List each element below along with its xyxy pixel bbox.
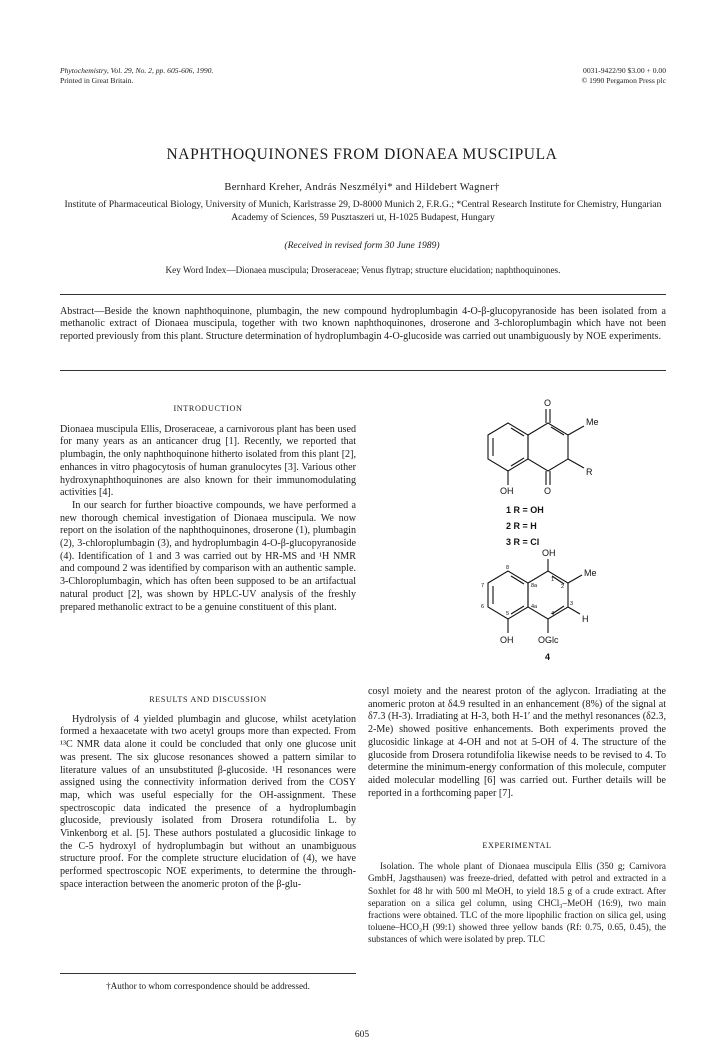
- naphthoquinone-structure: [488, 409, 584, 485]
- affiliation: Institute of Pharmaceutical Biology, University of Munich, Karlstrasse 29, D-8000 Munich 2, F.R.G.; *Central Research Institute for Chemistry, Hungarian Academy of Sciences, 59 Pusztaszeri ut, H-1025 Budapest, Hungary: [64, 199, 662, 223]
- abstract-top-rule: [60, 294, 666, 295]
- introduction-heading: INTRODUCTION: [173, 404, 243, 413]
- footnote: †Author to whom correspondence should be addressed.: [106, 981, 310, 991]
- authors: Bernhard Kreher, András Neszmélyi* and Hildebert Wagner†: [224, 182, 500, 193]
- experimental-section: [368, 840, 666, 946]
- structure-oh-label: OH: [500, 486, 514, 496]
- journal-citation: Phytochemistry, Vol. 29, No. 2, pp. 605-606, 1990.: [60, 66, 214, 75]
- abstract-bottom-rule: [60, 370, 666, 371]
- structure-me-label: Me: [586, 417, 599, 427]
- issn-code: 0031-9422/90 $3.00 + 0.00: [583, 66, 666, 75]
- position-2: 2: [561, 584, 565, 590]
- introduction-section: [60, 403, 356, 614]
- structure4-me-label: Me: [584, 568, 597, 578]
- printed-in: Printed in Great Britain.: [60, 76, 134, 85]
- results-heading: RESULTS AND DISCUSSION: [149, 695, 267, 704]
- position-3: 3: [570, 601, 574, 607]
- footnote-rule: [60, 973, 356, 974]
- position-1: 1: [551, 577, 555, 583]
- structure4-oglc-label: OGlc: [538, 635, 559, 645]
- position-4: 4: [551, 611, 555, 617]
- chemical-structures-figure: [420, 395, 660, 685]
- copyright: © 1990 Pergamon Press plc: [581, 76, 666, 85]
- journal-header: [60, 66, 213, 86]
- intro-paragraph-1: Dionaea muscipula Ellis, Droseraceae, a carnivorous plant has been used for many years as an anticancer drug [1]. Recently, we reported that plumbagin, the only naphthoquinone hitherto isolated from this plant [2], enhances in vitro phagocytosis of human granulocytes [3]. Various other hydroxynaphthoquinones are also known for their immunomodulating activities [4].: [60, 423, 356, 499]
- experimental-heading: EXPERIMENTAL: [482, 841, 552, 850]
- received-date: (Received in revised form 30 June 1989): [284, 240, 440, 251]
- structure-carbonyl-o-top: O: [544, 398, 552, 408]
- results-paragraph-2: cosyl moiety and the nearest proton of the aglycon. Irradiating at the anomeric proton at δ4.9 resulted in an enhancement (8%) of the signal at δ7.3 (H-3). Irradiating at H-3, both H-1′ and the methyl resonances (δ2.3, 2-Me) showed positive enhancements. Both experiments proved the glucosidic linkage at 4-OH and not at 5-OH of 4. The structure of the glucoside from Drosera rotundifolia likewise needs to be revised to 4. To determine the minimum-energy conformation of this molecule, computer aided molecular modelling [6] was carried out. Further details will be reported in a forthcoming paper [7].: [368, 686, 666, 799]
- paper-title: NAPHTHOQUINONES FROM DIONAEA MUSCIPULA: [166, 146, 558, 163]
- compound-1-label: 1 R = OH: [506, 505, 544, 515]
- keyword-index: Key Word Index—Dionaea muscipula; Droseraceae; Venus flytrap; structure elucidation; naphthoquinones.: [165, 265, 561, 275]
- compound-2-label: 2 R = H: [506, 521, 537, 531]
- structure4-oh-label: OH: [500, 635, 514, 645]
- structure4-h-label: H: [582, 614, 589, 624]
- position-5: 5: [506, 611, 510, 617]
- position-6: 6: [481, 604, 485, 610]
- position-4a: 4a: [531, 604, 538, 610]
- page-number: 605: [354, 1030, 370, 1040]
- compound-3-label: 3 R = Cl: [506, 537, 540, 547]
- publisher-header: [581, 66, 666, 86]
- abstract: Abstract—Beside the known naphthoquinone, plumbagin, the new compound hydroplumbagin 4-O-β-glucopyranoside has been isolated from a methanolic extract of Dionaea muscipula, together with two known naphthoquinones, droserone and 3-chloroplumbagin which have not been reported previously from this plant. Structure determination of hydroplumbagin 4-O-glucoside was carried out unambiguously by NOE experiments.: [60, 306, 666, 342]
- results-paragraph-1: Hydrolysis of 4 yielded plumbagin and glucose, whilst acetylation formed a hexaacetate with two acetyl groups more than expected. From ¹³C NMR data alone it could be concluded that only one glucose unit was present. The six glucose resonances showed a pattern similar to literature values of an unsubstituted β-glucoside. ¹H resonances were assigned using the connectivity information derived from the COSY map, which was useful especially for the OH-assignment. These spectroscopic data indicated the presence of a hydroplumbagin glucoside, previously isolated from Drosera rotundifolia L. by Vinkenborg et al. [5]. These authors postulated a glucosidic linkage to the C-5 hydroxyl of hydroplumbagin but without an unambiguous structure proof. For the complete structure elucidation of (4), we have performed spectroscopic NOE experiments, to determine the through-space interaction between the anomeric proton of the β-glu-: [60, 713, 356, 890]
- intro-paragraph-2: In our search for further bioactive compounds, we have performed a new thorough chemical investigation of Dionaea muscipula. We now report on the isolation of the naphthoquinones, droserone (1), plumbagin (2), 3-chloroplumbagin (3), and hydroplumbagin 4-O-β-glucopyranoside (4). Identification of 1 and 3 was carried out by HR-MS and ¹H NMR and compound 2 was identified by comparison with an authentic sample. 3-Chloroplumbagin, which has often been supposed to be an artifactual natural product [2], was shown by HPLC-UV analysis of the freshly prepared methanolic extract to be a genuine constituent of this plant.: [60, 499, 356, 613]
- position-7: 7: [481, 583, 485, 589]
- structure-carbonyl-o-bottom: O: [544, 486, 552, 496]
- compound-4-label: 4: [545, 652, 551, 662]
- position-8a: 8a: [531, 583, 538, 589]
- results-continued: [368, 686, 666, 800]
- results-section: [60, 694, 356, 892]
- hydroplumbagin-glucoside-structure: [488, 559, 582, 633]
- structure-r-label: R: [586, 467, 593, 477]
- position-8: 8: [506, 565, 510, 571]
- experimental-paragraph-1: Isolation. The whole plant of Dionaea muscipula Ellis (350 g; Carnivora GmbH, Jagsthausen) was freeze-dried, defatted with petrol and extracted in a Soxhlet for 48 hr with 500 ml MeOH, to yield 18.5 g of a crude extract. After separation on a silica gel column, using CHCl₃–MeOH (16:9), two main fractions were obtained. TLC of the more lipophilic fraction on silica gel, using toluene–HCO₂H (99:1) showed three yellow bands (Rf: 0.75, 0.65, 0.45), the substances of which were isolated by prep. TLC: [368, 861, 666, 945]
- structure4-oh-top: OH: [542, 548, 556, 558]
